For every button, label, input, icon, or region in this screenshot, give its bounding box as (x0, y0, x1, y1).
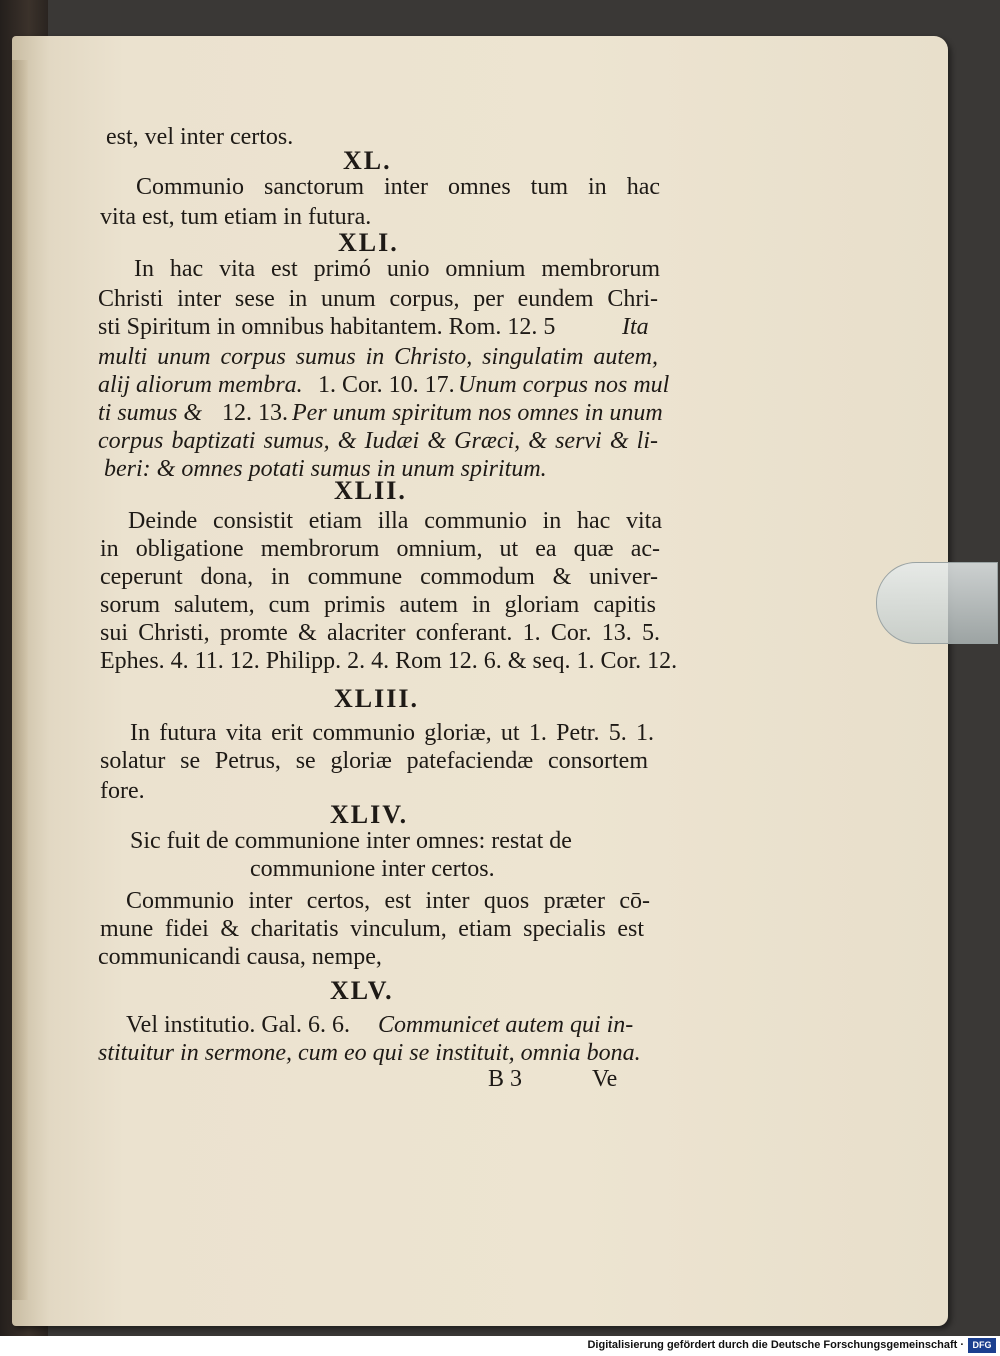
text-line: solatur se Petrus, se gloriæ patefaciendæ consortem (100, 748, 648, 774)
section-number: XLIV. (330, 800, 409, 829)
text-line: 12. 13. (222, 400, 288, 426)
section-number: XLV. (330, 976, 394, 1005)
text-line-italic: alij aliorum membra. (98, 372, 303, 398)
page-gutter-edge (12, 60, 28, 1300)
text-line-italic: Ita (622, 314, 649, 340)
text-line: Ephes. 4. 11. 12. Philipp. 2. 4. Rom 12. 6. & seq. 1. Cor. 12. (100, 648, 678, 674)
text-line: sorum salutem, cum primis autem in gloriam capitis (100, 592, 656, 618)
text-line: Vel institutio. Gal. 6. 6. (126, 1012, 350, 1038)
text-line: In hac vita est primó unio omnium membrorum (134, 256, 660, 282)
text-line: communione inter certos. (250, 856, 495, 882)
section-number: XLIII. (334, 684, 419, 713)
text-line-italic: Per unum spiritum nos omnes in unum (292, 400, 663, 426)
dfg-logo-icon: DFG (968, 1338, 996, 1353)
text-line-italic: corpus baptizati sumus, & Iudæi & Græci, & servi & li- (98, 428, 658, 454)
text-line-italic: stituitur in sermone, cum eo qui se instituit, omnia bona. (98, 1040, 641, 1066)
text-line: mune fidei & charitatis vinculum, etiam specialis est (100, 916, 644, 942)
section-number: XLII. (334, 476, 407, 505)
text-line: Communio sanctorum inter omnes tum in hac (136, 174, 660, 200)
text-line: est, vel inter certos. (106, 124, 294, 150)
text-line-italic: beri: & omnes potati sumus in unum spiritum. (104, 456, 547, 482)
text-line: Communio inter certos, est inter quos præter cō- (126, 888, 650, 914)
funding-notice: Digitalisierung gefördert durch die Deutsche Forschungsgemeinschaft · (587, 1339, 964, 1351)
text-line: vita est, tum etiam in futura. (100, 204, 372, 230)
footer-bar (0, 1336, 1000, 1356)
text-line-italic: Communicet autem qui in- (378, 1012, 634, 1038)
catchword: Ve (592, 1066, 618, 1092)
text-line: fore. (100, 778, 145, 804)
section-number: XLI. (338, 228, 399, 257)
text-line: in obligatione membrorum omnium, ut ea quæ ac- (100, 536, 660, 562)
text-line: sui Christi, promte & alacriter conferant. 1. Cor. 13. 5. (100, 620, 660, 646)
signature-mark: B 3 (488, 1066, 523, 1092)
text-line: Sic fuit de communione inter omnes: restat de (130, 828, 572, 854)
text-line: Christi inter sese in unum corpus, per eundem Chri- (98, 286, 658, 312)
text-line: sti Spiritum in omnibus habitantem. Rom. 12. 5 (98, 314, 556, 340)
text-line-italic: Unum corpus nos mul (458, 372, 670, 398)
section-number: XL. (343, 146, 392, 175)
text-line-italic: ti sumus & (98, 400, 203, 426)
text-line: 1. Cor. 10. 17. (318, 372, 455, 398)
text-line-italic: multi unum corpus sumus in Christo, singulatim autem, (98, 344, 658, 370)
text-line: In futura vita erit communio gloriæ, ut 1. Petr. 5. 1. (130, 720, 654, 746)
text-line: communicandi causa, nempe, (98, 944, 382, 970)
text-line: ceperunt dona, in commune commodum & univer- (100, 564, 658, 590)
text-line: Deinde consistit etiam illa communio in hac vita (128, 508, 662, 534)
book-clamp (876, 562, 998, 644)
